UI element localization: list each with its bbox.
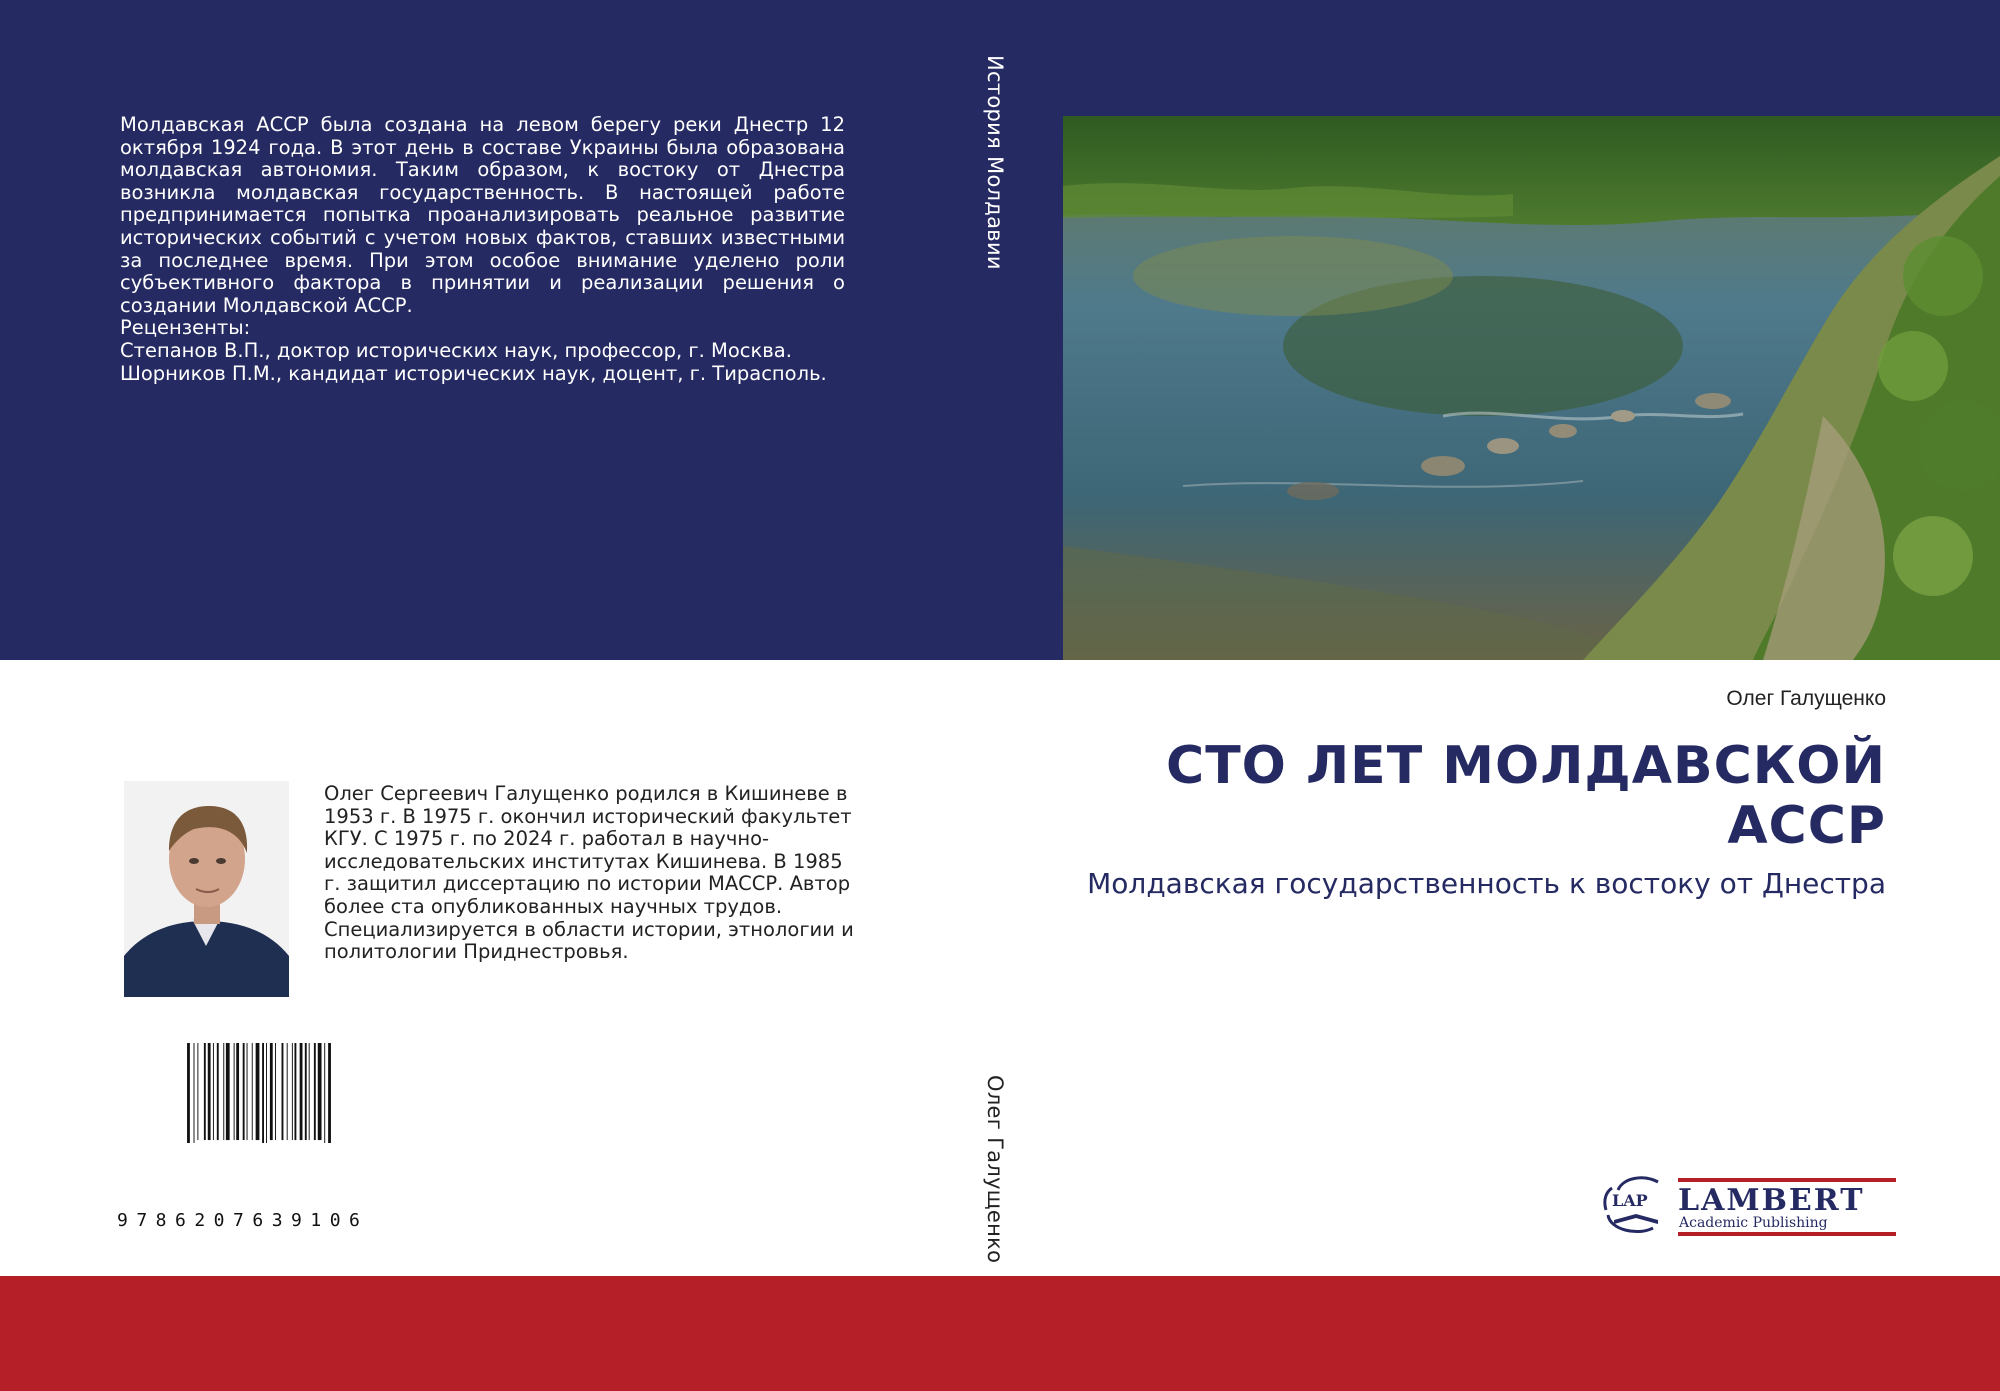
barcode-bar (194, 1043, 195, 1143)
barcode-bar (223, 1043, 224, 1140)
book-title: СТО ЛЕТ МОЛДАВСКОЙ АССР (1166, 736, 1886, 856)
publisher-tagline: Academic Publishing (1679, 1215, 1828, 1231)
river-photo (1063, 116, 2000, 660)
barcode-bar (282, 1043, 284, 1140)
barcode-bar (262, 1043, 264, 1143)
lap-emblem-icon (1605, 1178, 1658, 1232)
barcode-bar (266, 1043, 267, 1143)
barcode-bar (247, 1043, 248, 1140)
barcode-bar (309, 1043, 310, 1140)
spine-title (954, 55, 1036, 615)
barcode-bar (243, 1043, 245, 1140)
barcode-bar (234, 1043, 235, 1140)
barcode-bar (318, 1043, 322, 1140)
barcode-bar (305, 1043, 307, 1140)
publisher-logo (1598, 1170, 1898, 1240)
publisher-name: LAMBERT (1678, 1183, 1865, 1218)
cover-author-name: Олег Галущенко (1726, 687, 1886, 710)
barcode-bar (256, 1043, 260, 1140)
barcode-bar (226, 1043, 230, 1140)
barcode-bar (208, 1043, 211, 1140)
barcode-bar (275, 1043, 276, 1140)
isbn-barcode (120, 1043, 440, 1143)
barcode-bar (300, 1043, 303, 1140)
barcode-bar (324, 1043, 325, 1143)
barcode-bar (204, 1043, 206, 1140)
isbn-digits: 9786207639106 (117, 1210, 369, 1231)
barcode-bar (252, 1043, 253, 1140)
barcode-bar (292, 1043, 293, 1140)
barcode-bar (197, 1043, 198, 1140)
barcode-bar (236, 1043, 239, 1140)
barcode-bar (294, 1043, 296, 1140)
book-subtitle: Молдавская государственность к востоку от Днестра (1087, 867, 1886, 900)
spine-title-text: История Молдавии (983, 55, 1007, 270)
barcode-bar (217, 1043, 219, 1140)
lap-mark-text: LAP (1612, 1191, 1648, 1210)
author-portrait (124, 781, 289, 997)
spine-author (954, 1075, 1036, 1275)
spine-author-text: Олег Галущенко (983, 1075, 1007, 1264)
barcode-bar (328, 1043, 331, 1143)
barcode-bar (314, 1043, 316, 1140)
bottom-red-band (0, 1276, 2000, 1391)
author-biography: Олег Сергеевич Галущенко родился в Кишиневе в 1953 г. В 1975 г. окончил исторический факультет КГУ. С 1975 г. по 2024 г. работал в научно-исследовательских институтах Кишинева. В 1985 г. защитил диссертацию по истории МАССР. Автор более ста опубликованных научных трудов. Специализируется в области истории, этнологии и политологии Приднестровья. (324, 782, 854, 964)
barcode-bar (287, 1043, 288, 1140)
barcode-bar (270, 1043, 273, 1140)
back-cover-blurb: Молдавская АССР была создана на левом берегу реки Днестр 12 октября 1924 года. В этот день в составе Украины была образована молдавская автономия. Таким образом, к востоку от Днестра возникла молдавская государственность. В настоящей работе предпринимается попытка проанализировать реальное развитие исторических событий с учетом новых фактов, ставших известными за последнее время. При этом особое внимание уделено роли субъективного фактора в принятии и реализации решения о создании Молдавской АССР. Рецензенты: Степанов В.П., доктор исторических наук, профессор, г. Москва. Шорников П.М., кандидат исторических наук, доцент, г. Тирасполь. (120, 113, 845, 385)
barcode-bar (213, 1043, 214, 1140)
river-landscape-image (1063, 116, 2000, 660)
barcode-bar (187, 1043, 190, 1143)
